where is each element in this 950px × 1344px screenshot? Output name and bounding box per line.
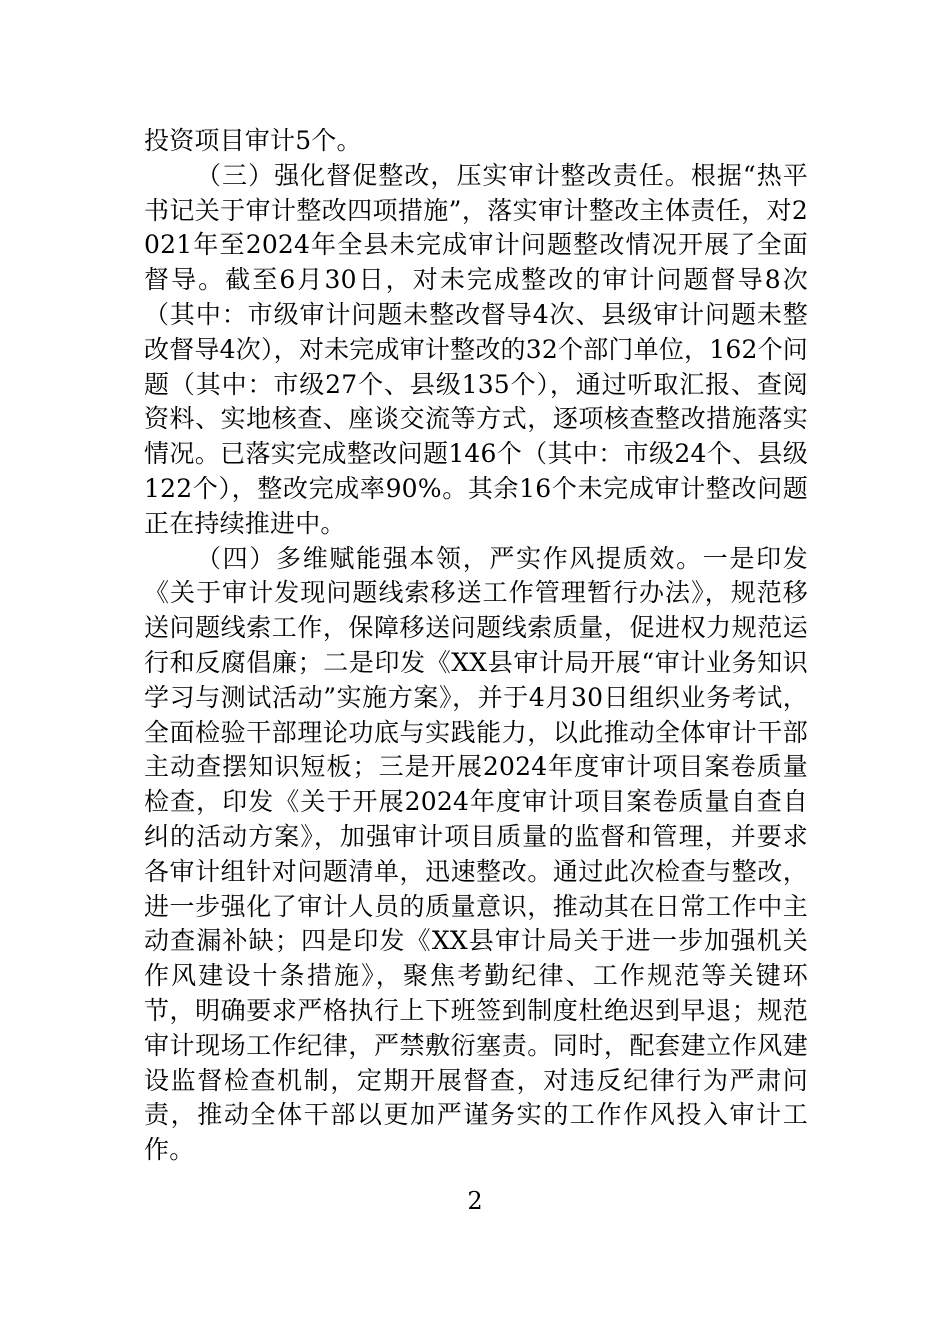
paragraph-section-four: （四）多维赋能强本领，严实作风提质效。一是印发《关于审计发现问题线索移送工作管理暂行办法》，规范移送问题线索工作，保障移送问题线索质量，促进权力规范运行和反腐倡廉；二是印发《XX县审计局开展“审计业务知识学习与测试活动”实施方案》，并于4月30日组织业务考试，全面检验干部理论功底与实践能力，以此推动全体审计干部主动查摆知识短板；三是开展2024年度审计项目案卷质量检查，印发《关于开展2024年度审计项目案卷质量自查自纠的活动方案》，加强审计项目质量的监督和管理，并要求各审计组针对问题清单，迅速整改。通过此次检查与整改，进一步强化了审计人员的质量意识，推动其在日常工作中主动查漏补缺；四是印发《XX县审计局关于进一步加强机关作风建设十条措施》，聚焦考勤纪律、工作规范等关键环节，明确要求严格执行上下班签到制度杜绝迟到早退；规范审计现场工作纪律，严禁敷衍塞责。同时，配套建立作风建设监督检查机制，定期开展督查，对违反纪律行为严肃问责，推动全体干部以更加严谨务实的工作作风投入审计工作。 [144,543,808,1165]
document-body [144,124,808,1168]
paragraph-continuation: 投资项目审计5个。 [144,126,362,155]
page-number: 2 [467,1187,483,1215]
paragraph-section-three: （三）强化督促整改，压实审计整改责任。根据“热平书记关于审计整改四项措施”，落实审计整改主体责任，对2021年至2024年全县未完成审计问题整改情况开展了全面督导。截至6月30日，对未完成整改的审计问题督导8次（其中：市级审计问题未整改督导4次、县级审计问题未整改督导4次），对未完成审计整改的32个部门单位，162个问题（其中：市级27个、县级135个），通过听取汇报、查阅资料、实地核查、座谈交流等方式，逐项核查整改措施落实情况。已落实完成整改问题146个（其中：市级24个、县级122个），整改完成率90%。其余16个未完成审计整改问题正在持续推进中。 [144,160,808,538]
